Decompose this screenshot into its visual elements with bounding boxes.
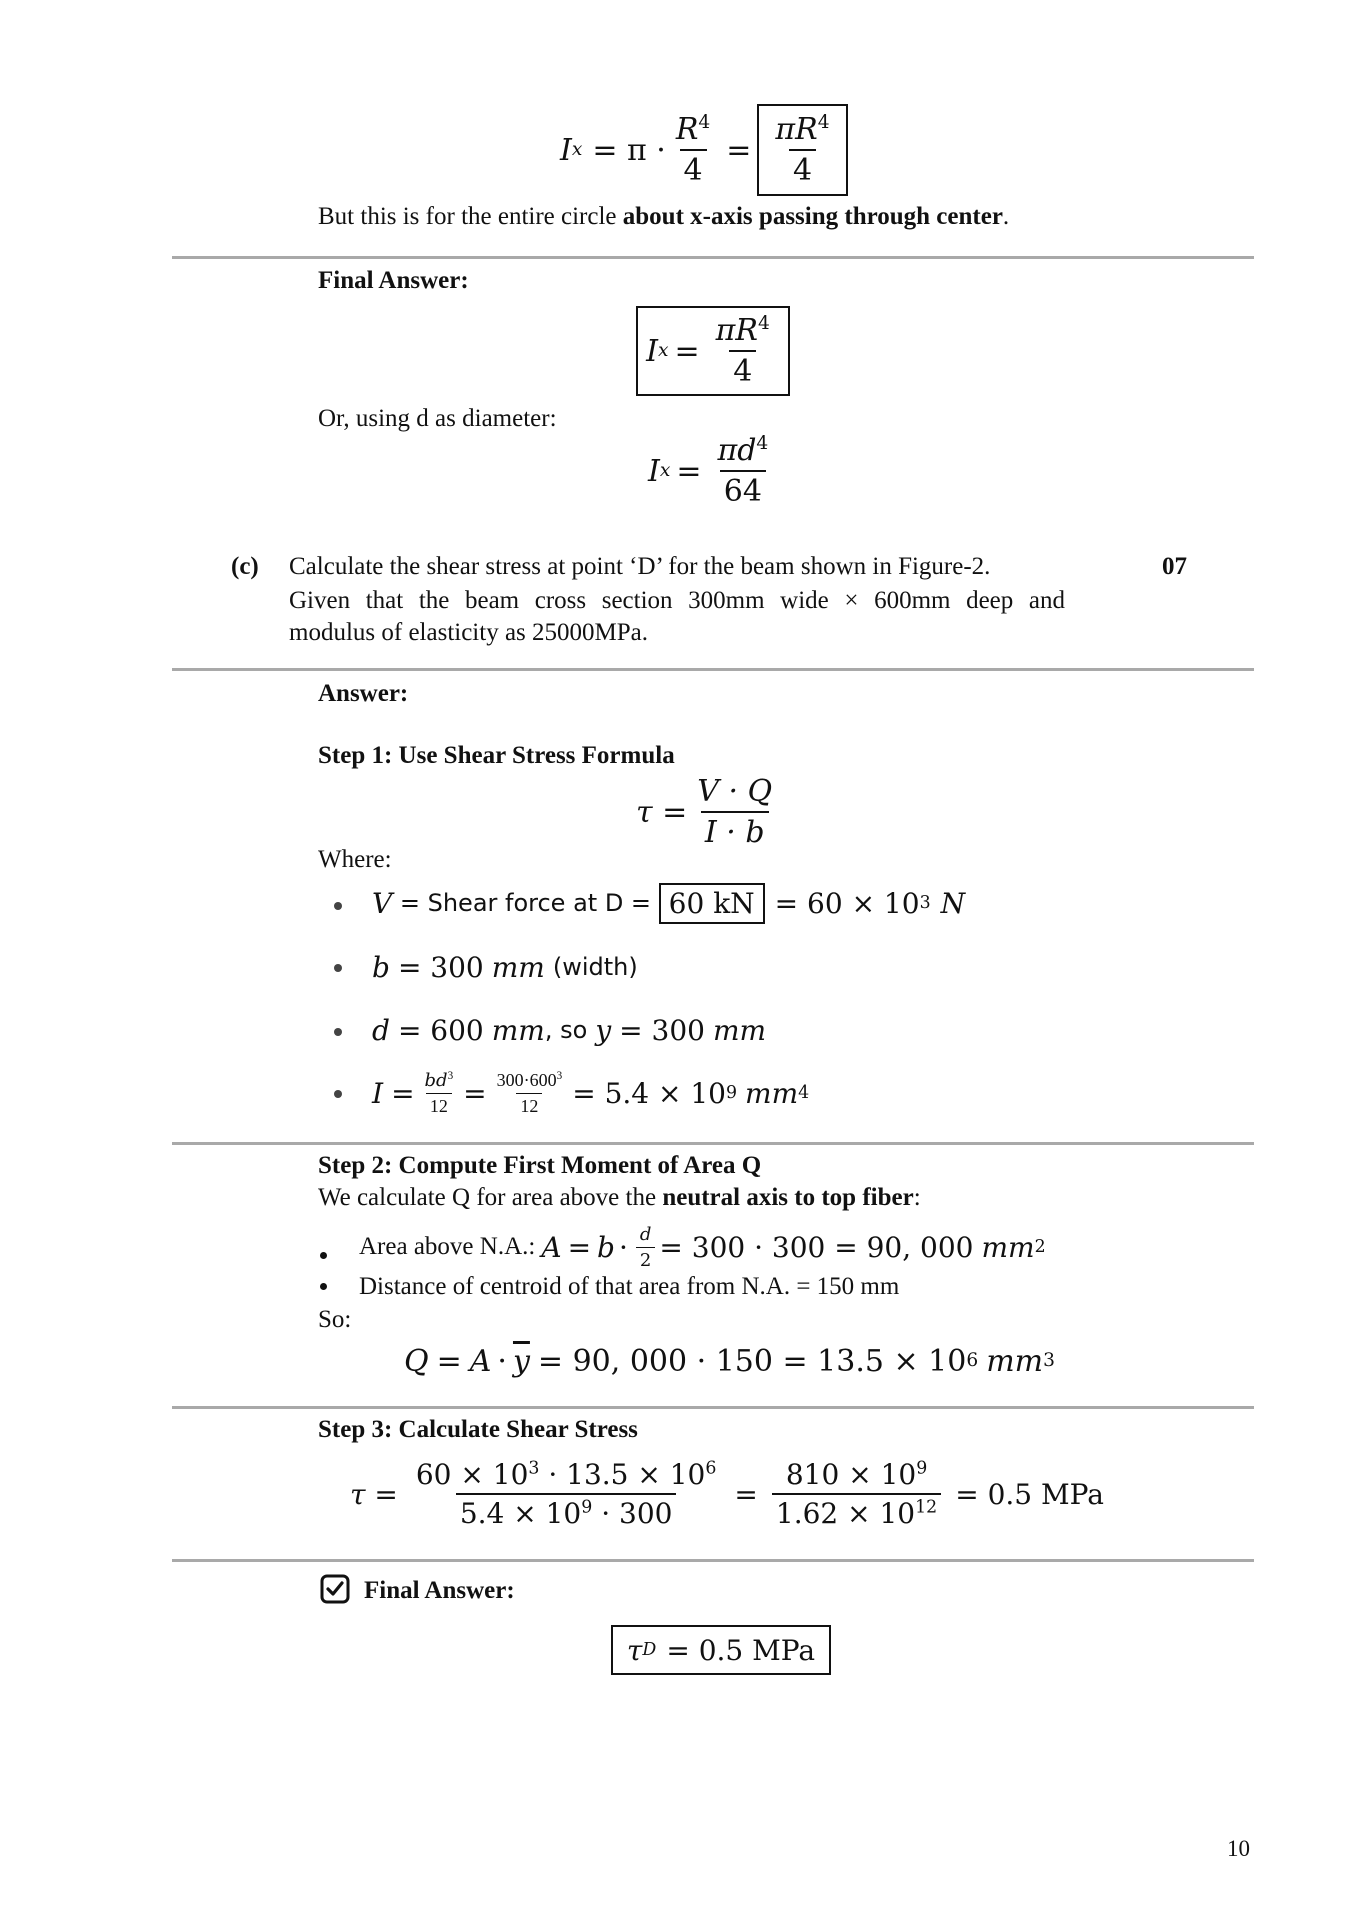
intro-bold: neutral axis to top fiber [662, 1184, 914, 1211]
equation-ix-circle: I x = π · $\frac{R^4}{4}$ = $\frac{\pi R^4}{4}$ [560, 104, 848, 196]
divider [172, 668, 1254, 671]
box-den: 4 [789, 149, 816, 188]
bullet-width [372, 944, 638, 990]
bullet-shear-force: V = Shear force at D = 60 kN = 60 × 10 3 N [372, 878, 965, 928]
divider [172, 1406, 1254, 1409]
bullet-area: Area above N.A.: A = b · $\frac{d}{2}$ = 300 · 300 = 90, 000 mm 2 [359, 1223, 1046, 1271]
i-num2: 300·600 [496, 1069, 557, 1090]
question-line-1: Calculate the shear stress at point ‘D’ for the beam shown in Figure-2. [289, 553, 991, 580]
bullet-moment-of-inertia: I = $\frac{bd^3}{12}$ = $\frac{300\cdot 600^3}{12}$ = 5.4 × 10 9 mm 4 [372, 1069, 810, 1116]
bullet [334, 964, 342, 972]
calc-fraction-2 [772, 1458, 941, 1530]
area-text: Area above N.A.: [359, 1233, 536, 1260]
area-eq: = [567, 1230, 592, 1264]
final-result-box: τ D = 0.5 MPa [611, 1625, 831, 1675]
area-unit: mm [981, 1230, 1035, 1264]
calc-eq: = [734, 1477, 758, 1511]
q-eq: = [436, 1343, 462, 1379]
divider [172, 1559, 1254, 1562]
f1-num: 60 × 10 [415, 1458, 529, 1491]
i-num1-sup: 3 [447, 1069, 454, 1082]
q-unit: mm [986, 1343, 1044, 1379]
i-fraction-2 [493, 1070, 567, 1117]
final-num-sup: 4 [757, 313, 770, 334]
box-num-sup: 4 [817, 112, 830, 133]
v-boxed-value: 60 kN [659, 883, 765, 924]
q-equation: Q = A · $\overline{y}$ = 90, 000 · 150 = 13.5 × 10 6 mm 3 [404, 1343, 1055, 1379]
alt-fraction [714, 433, 773, 509]
intro-end: : [913, 1184, 921, 1211]
formula-lhs: τ = [636, 794, 688, 830]
divider [172, 256, 1254, 259]
b-text: (width) [552, 953, 638, 981]
i-den1: 12 [426, 1093, 452, 1117]
eq-op2: = [726, 132, 752, 168]
so-label: So: [318, 1306, 352, 1333]
bullet-depth [372, 1007, 766, 1053]
q-lhs: Q [404, 1343, 429, 1379]
area-dot: · [618, 1230, 628, 1264]
b-unit: mm [491, 950, 545, 984]
step2-title: Step 2: Compute First Moment of Area Q [318, 1152, 762, 1179]
i-den2: 12 [516, 1093, 542, 1117]
formula-den: I · b [701, 811, 769, 850]
frac-num-sup: 4 [698, 112, 711, 133]
v-text: = Shear force at D = [392, 889, 659, 917]
f1-den-rest: · 300 [592, 1497, 673, 1530]
i-eq1: = [391, 1076, 415, 1110]
bullet [334, 902, 342, 910]
q-a: A [469, 1343, 492, 1379]
frac-den: 4 [680, 149, 707, 188]
y-symbol: y [595, 1013, 612, 1047]
v-symbol: V [372, 886, 393, 920]
v-rest: = 60 × 10 [774, 886, 920, 920]
area-b: b [597, 1230, 615, 1264]
final-num: πR [715, 313, 758, 348]
i-eq3: = 5.4 × 10 [572, 1076, 726, 1110]
calc-lhs: τ = [350, 1477, 398, 1511]
d-eq: = 600 [397, 1013, 484, 1047]
alt-equation: I x = $\frac{\pi d^4}{64}$ [648, 426, 778, 516]
final-lhs: I [646, 333, 659, 369]
f2-num-sup: 9 [916, 1458, 928, 1479]
tau-symbol: τ [626, 1633, 643, 1667]
y-eq: = 300 [619, 1013, 705, 1047]
f2-den-sup: 12 [915, 1497, 938, 1518]
shear-stress-calculation [350, 1446, 1104, 1542]
checkbox-icon [320, 1574, 350, 1604]
area-fden: 2 [636, 1247, 655, 1271]
f1-num-sup2: 6 [705, 1458, 717, 1479]
final-answer-label: Final Answer: [318, 267, 469, 294]
area-symbol: A [541, 1230, 562, 1264]
bullet-centroid: Distance of centroid of that area from N.A. = 150 mm [359, 1273, 900, 1300]
final-answer-box: I x = $\frac{\pi R^4}{4}$ [636, 306, 790, 396]
i-unit: mm [745, 1076, 799, 1110]
final-fraction [712, 313, 774, 389]
alt-lhs: I [648, 453, 660, 489]
f1-num-rest: · 13.5 × 10 [539, 1458, 706, 1491]
final-value: = 0.5 MPa [666, 1633, 816, 1667]
circle-note [318, 202, 1009, 232]
formula-num: V · Q [697, 774, 773, 809]
question-line-2: Given that the beam cross section 300mm wide × 600mm deep and [289, 587, 1065, 614]
area-fnum: d [639, 1223, 652, 1245]
fraction-r4-4 [672, 112, 714, 188]
q-dot: · [497, 1343, 507, 1379]
area-rest: = 300 · 300 = 90, 000 [659, 1230, 974, 1264]
f1-num-sup: 3 [528, 1458, 540, 1479]
bullet [334, 1028, 342, 1036]
shear-formula [636, 766, 782, 858]
alt-num: πd [717, 433, 757, 468]
final-op: = [674, 333, 700, 369]
answer-label: Answer: [318, 680, 409, 707]
f1-den: 5.4 × 10 [459, 1497, 582, 1530]
y-unit: mm [712, 1013, 767, 1047]
question-line-3: modulus of elasticity as 25000MPa. [289, 619, 648, 646]
d-text: , so [544, 1016, 588, 1044]
box-num: πR [775, 112, 818, 147]
i-eq2: = [463, 1076, 487, 1110]
divider [172, 1142, 1254, 1145]
intro-text: We calculate Q for area above the [318, 1184, 663, 1211]
final-den: 4 [729, 350, 756, 389]
f2-num: 810 × 10 [785, 1458, 917, 1491]
alt-op: = [676, 453, 702, 489]
bullet [334, 1090, 342, 1098]
note-text: But this is for the entire circle [318, 203, 623, 230]
alt-num-sup: 4 [756, 433, 769, 454]
step2-intro [318, 1183, 921, 1213]
b-symbol: b [372, 950, 390, 984]
area-fraction [636, 1224, 656, 1271]
calc-fraction-1 [412, 1458, 721, 1530]
alt-den: 64 [720, 470, 766, 509]
page-number: 10 [1227, 1836, 1250, 1861]
eq-op: = π · [592, 132, 666, 168]
note-end: . [1002, 203, 1010, 230]
formula-fraction [693, 774, 776, 850]
boxed-result [757, 104, 847, 196]
bullet [320, 1252, 327, 1259]
step3-title: Step 3: Calculate Shear Stress [318, 1416, 638, 1443]
where-label: Where: [318, 846, 392, 873]
d-unit: mm [491, 1013, 545, 1047]
i-num2-sup: 3 [556, 1069, 563, 1082]
d-symbol: d [372, 1013, 390, 1047]
note-bold: about x-axis passing through center [622, 203, 1003, 230]
question-number: (c) [231, 553, 259, 580]
alt-label: Or, using d as diameter: [318, 405, 557, 432]
question-marks: 07 [1162, 553, 1187, 580]
q-rest: = 90, 000 · 150 = 13.5 × 10 [537, 1343, 967, 1379]
q-ybar: $\overline{y}$ [512, 1343, 530, 1379]
i-num1: bd [424, 1069, 448, 1091]
eq-lhs: I [560, 132, 572, 168]
calc-result: = 0.5 MPa [955, 1477, 1104, 1511]
f2-den: 1.62 × 10 [775, 1497, 916, 1530]
f1-den-sup: 9 [581, 1497, 593, 1518]
final-answer-label-2: Final Answer: [364, 1577, 515, 1604]
frac-num: R [675, 112, 699, 147]
i-symbol: I [372, 1076, 384, 1110]
step1-title: Step 1: Use Shear Stress Formula [318, 742, 675, 769]
b-eq: = 300 [397, 950, 484, 984]
i-fraction-1 [421, 1070, 458, 1117]
v-unit: N [940, 886, 966, 920]
bullet [320, 1283, 327, 1290]
